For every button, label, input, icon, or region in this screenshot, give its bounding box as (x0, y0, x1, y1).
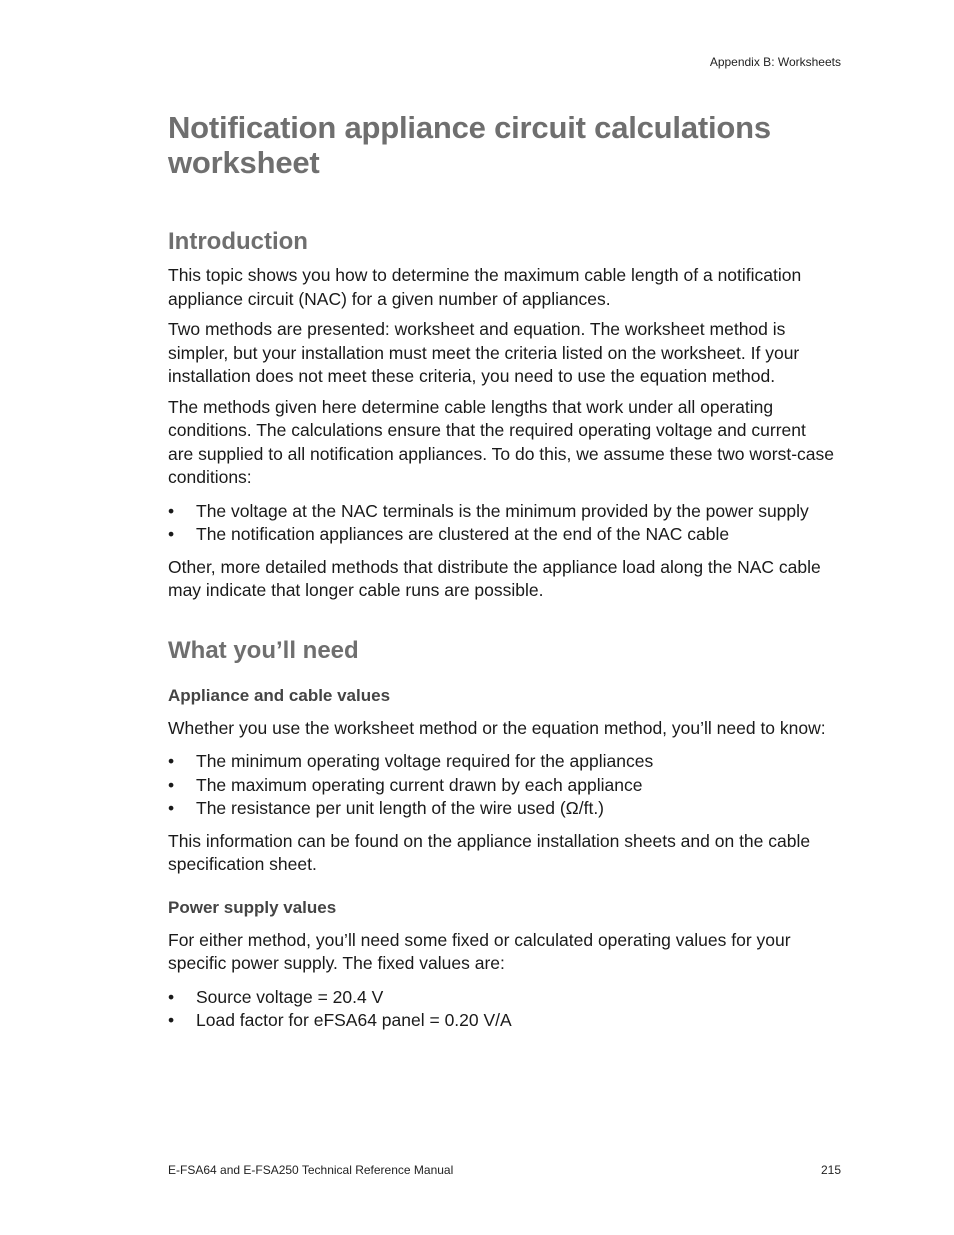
bullet-list (168, 986, 836, 1033)
bullet-marker: • (168, 751, 175, 771)
list-item-text: The voltage at the NAC terminals is the minimum provided by the power supply (196, 500, 809, 521)
footer-manual-title: E-FSA64 and E-FSA250 Technical Reference Manual (168, 1163, 454, 1177)
list-item (168, 500, 836, 524)
list-item-text: Source voltage = 20.4 V (196, 986, 384, 1007)
paragraph: Whether you use the worksheet method or the equation method, you’ll need to know: (168, 717, 826, 738)
page-content (168, 110, 836, 1033)
list-item (168, 774, 836, 798)
paragraph: Other, more detailed methods that distribute the appliance load along the NAC cable may indicate that longer cable runs are possible. (168, 556, 821, 600)
page-number: 215 (820, 1163, 841, 1177)
paragraph: The methods given here determine cable lengths that work under all operating conditions. The calculations ensure that the required operating voltage and current are supplied to all notification appliances. To do this, we assume these two worst-case conditions: (168, 396, 835, 487)
page-title: Notification appliance circuit calculations worksheet (168, 110, 771, 180)
bullet-marker: • (168, 774, 175, 795)
bullet-list (168, 750, 836, 821)
list-item-text: The maximum operating current drawn by each appliance (196, 774, 643, 795)
list-item-text: Load factor for eFSA64 panel = 0.20 V/A (196, 1010, 512, 1030)
subsection-heading-appliance-cable-values: Appliance and cable values (168, 685, 391, 705)
bullet-marker: • (168, 986, 175, 1007)
paragraph: Two methods are presented: worksheet and equation. The worksheet method is simpler, but your installation must meet the criteria listed on the worksheet. If your installation does not meet these criteria, you need to use the equation method. (168, 319, 800, 386)
paragraph: This topic shows you how to determine the maximum cable length of a notification appliance circuit (NAC) for a given number of appliances. (168, 265, 802, 309)
bullet-marker: • (168, 798, 175, 818)
bullet-list (168, 500, 836, 547)
paragraph: This information can be found on the appliance installation sheets and on the cable specification sheet. (168, 830, 811, 874)
section-heading-introduction: Introduction (168, 228, 308, 255)
list-item (168, 523, 836, 547)
list-item (168, 986, 836, 1010)
subsection-heading-power-supply-values: Power supply values (168, 897, 337, 917)
list-item-text: The resistance per unit length of the wire used (Ω/ft.) (196, 798, 605, 818)
list-item-text: The notification appliances are clustered at the end of the NAC cable (196, 524, 730, 544)
list-item (168, 797, 836, 821)
bullet-marker: • (168, 524, 175, 544)
running-header: Appendix B: Worksheets (709, 55, 841, 69)
paragraph: For either method, you’ll need some fixed or calculated operating values for your specific power supply. The fixed values are: (168, 929, 791, 973)
bullet-marker: • (168, 500, 175, 521)
section-heading-what-youll-need: What you’ll need (168, 636, 359, 664)
bullet-marker: • (168, 1010, 175, 1030)
list-item-text: The minimum operating voltage required for the appliances (196, 751, 654, 771)
list-item (168, 1009, 836, 1033)
list-item (168, 750, 836, 774)
